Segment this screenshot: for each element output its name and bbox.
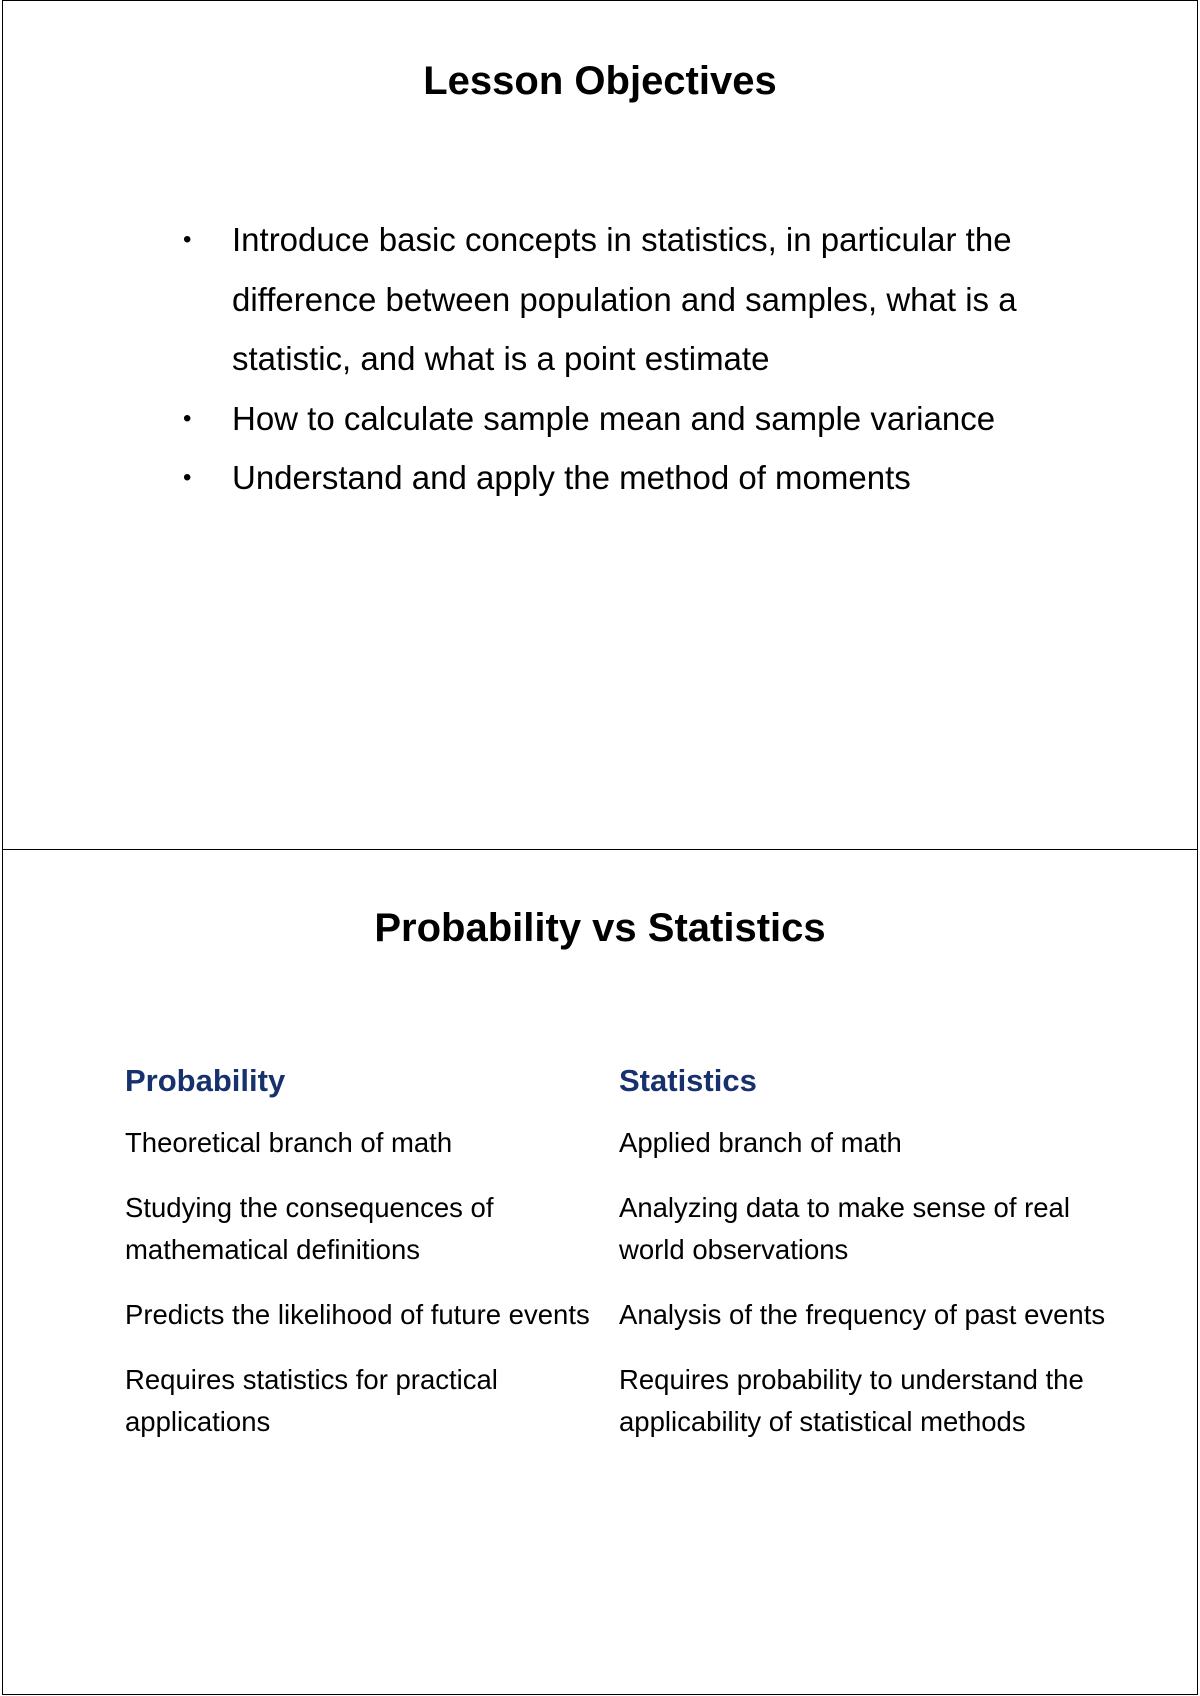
- bullet-icon: •: [183, 404, 192, 432]
- slide-probability-vs-statistics: [2, 849, 1198, 1695]
- list-item-text: Introduce basic concepts in statistics, in particular the difference between population and samples, what is a statistic, and what is a point estimate: [232, 221, 1017, 377]
- list-item: Theoretical branch of math: [125, 1127, 453, 1158]
- list-item-text: Understand and apply the method of moments: [232, 459, 911, 496]
- objectives-list: [183, 210, 1083, 508]
- list-item: [183, 210, 1083, 389]
- list-item: Applied branch of math: [619, 1127, 902, 1158]
- list-item: [183, 448, 1083, 508]
- bullet-icon: •: [183, 226, 192, 253]
- slide-lesson-objectives: [2, 0, 1198, 851]
- list-item: Requires statistics for practical applications: [125, 1364, 498, 1437]
- column-header: Statistics: [619, 1063, 757, 1098]
- bullet-icon: •: [183, 464, 192, 491]
- list-item: Analyzing data to make sense of real world observations: [619, 1192, 1070, 1265]
- column-header: Probability: [125, 1063, 286, 1098]
- list-item: [183, 389, 1083, 449]
- slide-title: Probability vs Statistics: [374, 906, 826, 950]
- list-item: Analysis of the frequency of past events: [619, 1299, 1106, 1330]
- list-item: Studying the consequences of mathematical definitions: [125, 1192, 494, 1265]
- slide-title: Lesson Objectives: [423, 59, 777, 103]
- list-item-text: How to calculate sample mean and sample variance: [232, 399, 996, 437]
- list-item: Predicts the likelihood of future events: [125, 1299, 590, 1330]
- list-item: Requires probability to understand the applicability of statistical methods: [619, 1364, 1084, 1437]
- statistics-column: [619, 1062, 1119, 1466]
- probability-column: [125, 1062, 625, 1466]
